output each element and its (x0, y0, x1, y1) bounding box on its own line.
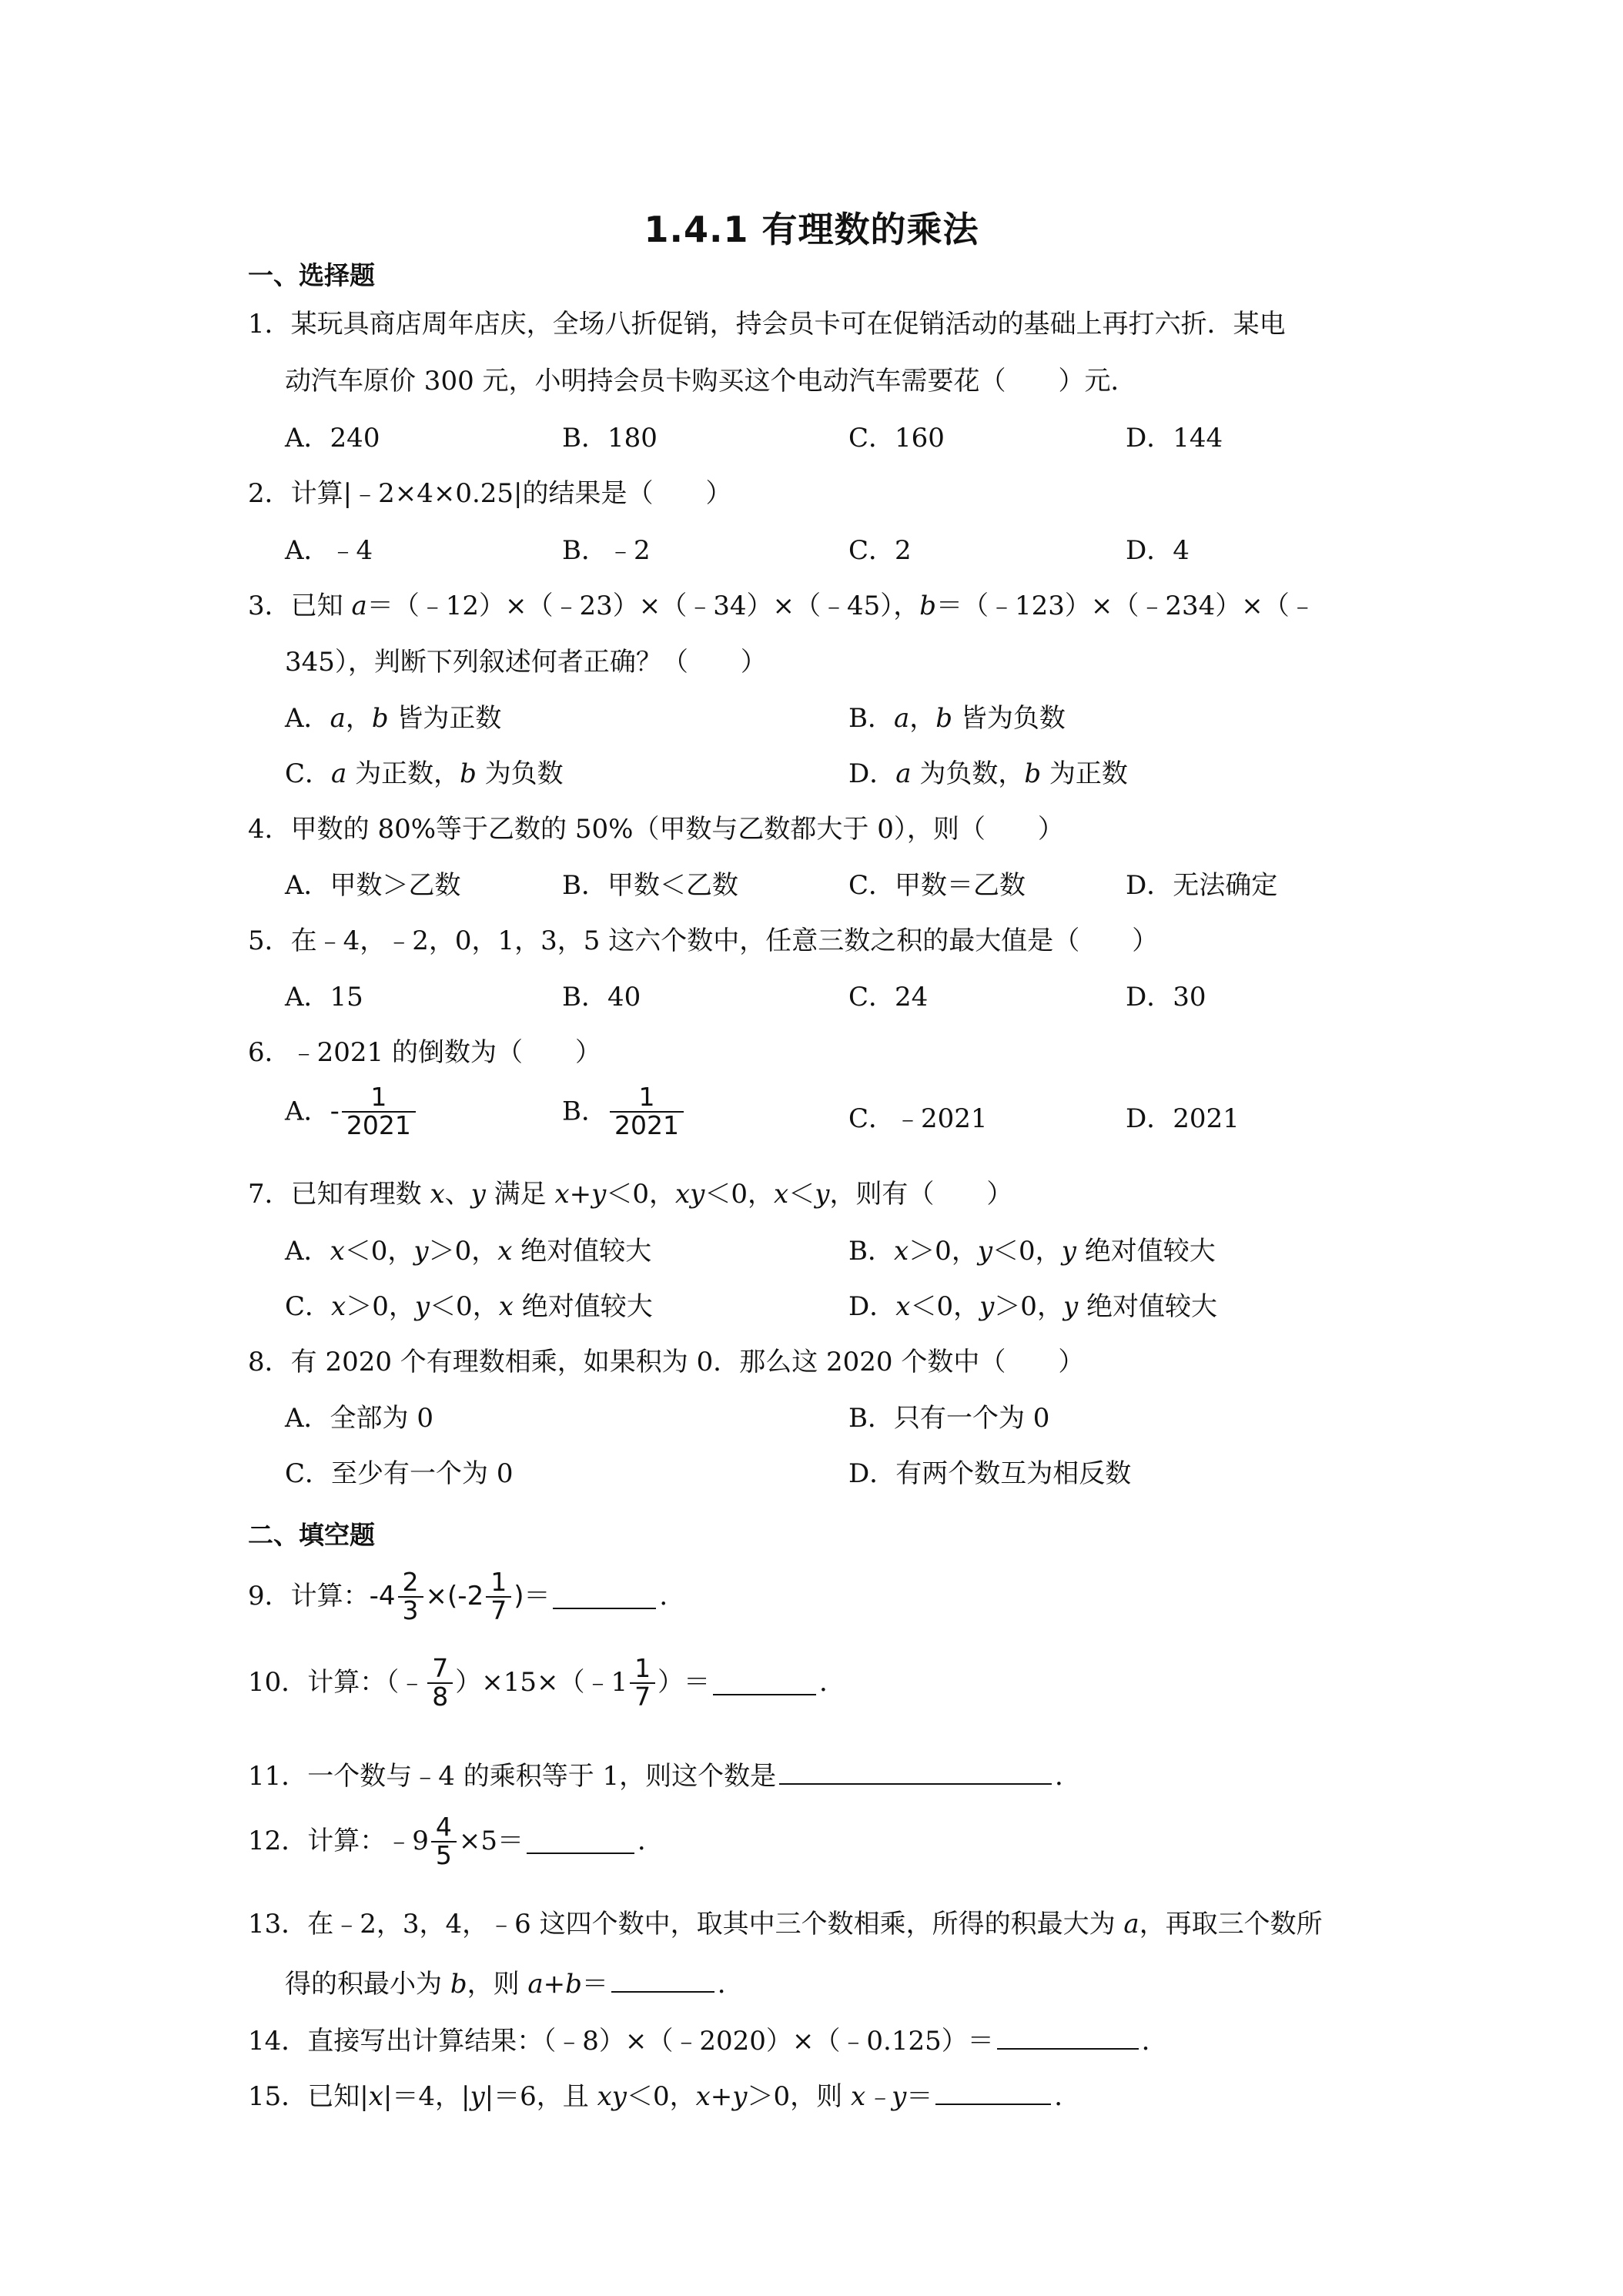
question-9: 9．计算： -4 $\frac{2}{3}$ ×(-2 $\frac{1}{7}$ ) ＝ ． (248, 1567, 686, 1625)
question-14: 14．直接写出计算结果：（﹣8）×（﹣2020）×（﹣0.125）＝ ． (248, 2026, 1168, 2057)
question-1-line-1: 1．某玩具商店周年店庆，全场八折促销，持会员卡可在促销活动的基础上再打六折．某电 (248, 309, 1286, 340)
question-1-option-c: C．160 (848, 423, 945, 454)
question-1-option-a: A．240 (285, 423, 380, 454)
question-2-stem: 2．计算|﹣2×4×0.25|的结果是（ ） (248, 478, 732, 509)
question-6-option-d: D．2021 (1126, 1103, 1240, 1134)
question-1-line-2: 动汽车原价 300 元，小明持会员卡购买这个电动汽车需要花（ ）元． (285, 366, 1137, 397)
question-5-option-d: D．30 (1126, 982, 1206, 1012)
question-8-option-c: C．至少有一个为 0 (285, 1458, 514, 1489)
question-4-option-c: C．甲数＝乙数 (848, 870, 1026, 901)
question-5-option-a: A．15 (285, 982, 363, 1012)
question-1-option-b: B．180 (562, 423, 658, 454)
question-7-option-d: D．x＜0，y＞0，y 绝对值较大 (848, 1291, 1217, 1322)
section-heading-choice: 一、选择题 (248, 260, 375, 290)
question-6-option-c: C．﹣2021 (848, 1103, 988, 1134)
question-7-stem: 7．已知有理数 x、y 满足 x+y＜0，xy＜0，x＜y，则有（ ） (248, 1179, 1013, 1210)
question-2-option-c: C．2 (848, 535, 912, 566)
question-11: 11．一个数与﹣4 的乘积等于 1，则这个数是 ． (248, 1761, 1082, 1792)
question-6-option-a: A．- $\frac{1}{2021}$ (285, 1084, 418, 1139)
question-13-line-2: 得的积最小为 b，则 a+b＝ ． (285, 1969, 744, 2000)
question-1-option-d: D．144 (1126, 423, 1223, 454)
question-6-option-b: B． $\frac{1}{2021}$ (562, 1084, 686, 1139)
question-10: 10．计算：（﹣ $\frac{7}{8}$ ）×15×（﹣1 $\frac{1}{7}$ ）＝ ． (248, 1653, 846, 1712)
answer-blank[interactable] (935, 2080, 1051, 2105)
question-3-line-2: 345），判断下列叙述何者正确？（ ） (285, 647, 767, 678)
answer-blank[interactable] (553, 1585, 656, 1609)
question-7-option-c: C．x＞0，y＜0，x 绝对值较大 (285, 1291, 653, 1322)
question-4-option-d: D．无法确定 (1126, 870, 1278, 901)
answer-blank[interactable] (997, 2025, 1139, 2050)
question-7-option-a: A．x＜0，y＞0，x 绝对值较大 (285, 1236, 652, 1267)
question-3-option-c: C．a 为正数，b 为负数 (285, 758, 564, 789)
question-6-stem: 6．﹣2021 的倒数为（ ） (248, 1037, 601, 1068)
question-15: 15．已知|x|＝4，|y|＝6，且 xy＜0，x+y＞0，则 x﹣y＝ ． (248, 2081, 1081, 2112)
fraction: $\frac{1}{2021}$ (610, 1084, 684, 1139)
question-8-stem: 8．有 2020 个有理数相乘，如果积为 0．那么这 2020 个数中（ ） (248, 1347, 1085, 1377)
answer-blank[interactable] (713, 1671, 816, 1695)
question-5-option-c: C．24 (848, 982, 929, 1012)
question-4-option-b: B．甲数＜乙数 (562, 870, 738, 901)
answer-blank[interactable] (527, 1829, 634, 1854)
question-2-option-b: B．﹣2 (562, 535, 651, 566)
question-8-option-d: D．有两个数互为相反数 (848, 1458, 1132, 1489)
answer-blank[interactable] (611, 1968, 714, 1993)
question-7-option-b: B．x＞0，y＜0，y 绝对值较大 (848, 1236, 1216, 1267)
fraction: $\frac{1}{2021}$ (342, 1084, 416, 1139)
answer-blank[interactable] (779, 1760, 1052, 1785)
question-2-option-a: A．﹣4 (285, 535, 373, 566)
question-3-option-b: B．a，b 皆为负数 (848, 703, 1066, 734)
section-heading-fill: 二、填空题 (248, 1520, 375, 1550)
question-3-line-1: 3．已知 a＝（﹣12）×（﹣23）×（﹣34）×（﹣45），b＝（﹣123）×（﹣234）×（﹣ (248, 591, 1316, 621)
question-2-option-d: D．4 (1126, 535, 1190, 566)
question-12: 12．计算：﹣9 $\frac{4}{5}$ ×5＝ ． (248, 1812, 664, 1870)
question-4-option-a: A．甲数＞乙数 (285, 870, 461, 901)
question-8-option-a: A．全部为 0 (285, 1403, 433, 1434)
question-3-option-a: A．a，b 皆为正数 (285, 703, 502, 734)
question-5-stem: 5．在﹣4，﹣2，0，1，3，5 这六个数中，任意三数之积的最大值是（ ） (248, 925, 1159, 956)
question-5-option-b: B．40 (562, 982, 641, 1012)
question-3-option-d: D．a 为负数，b 为正数 (848, 758, 1128, 789)
question-13-line-1: 13．在﹣2，3，4，﹣6 这四个数中，取其中三个数相乘，所得的积最大为 a，再取三个数所 (248, 1909, 1323, 1940)
question-8-option-b: B．只有一个为 0 (848, 1403, 1050, 1434)
page-title: 1.4.1 有理数的乘法 (644, 209, 979, 250)
question-4-stem: 4．甲数的 80%等于乙数的 50%（甲数与乙数都大于 0），则（ ） (248, 814, 1064, 845)
